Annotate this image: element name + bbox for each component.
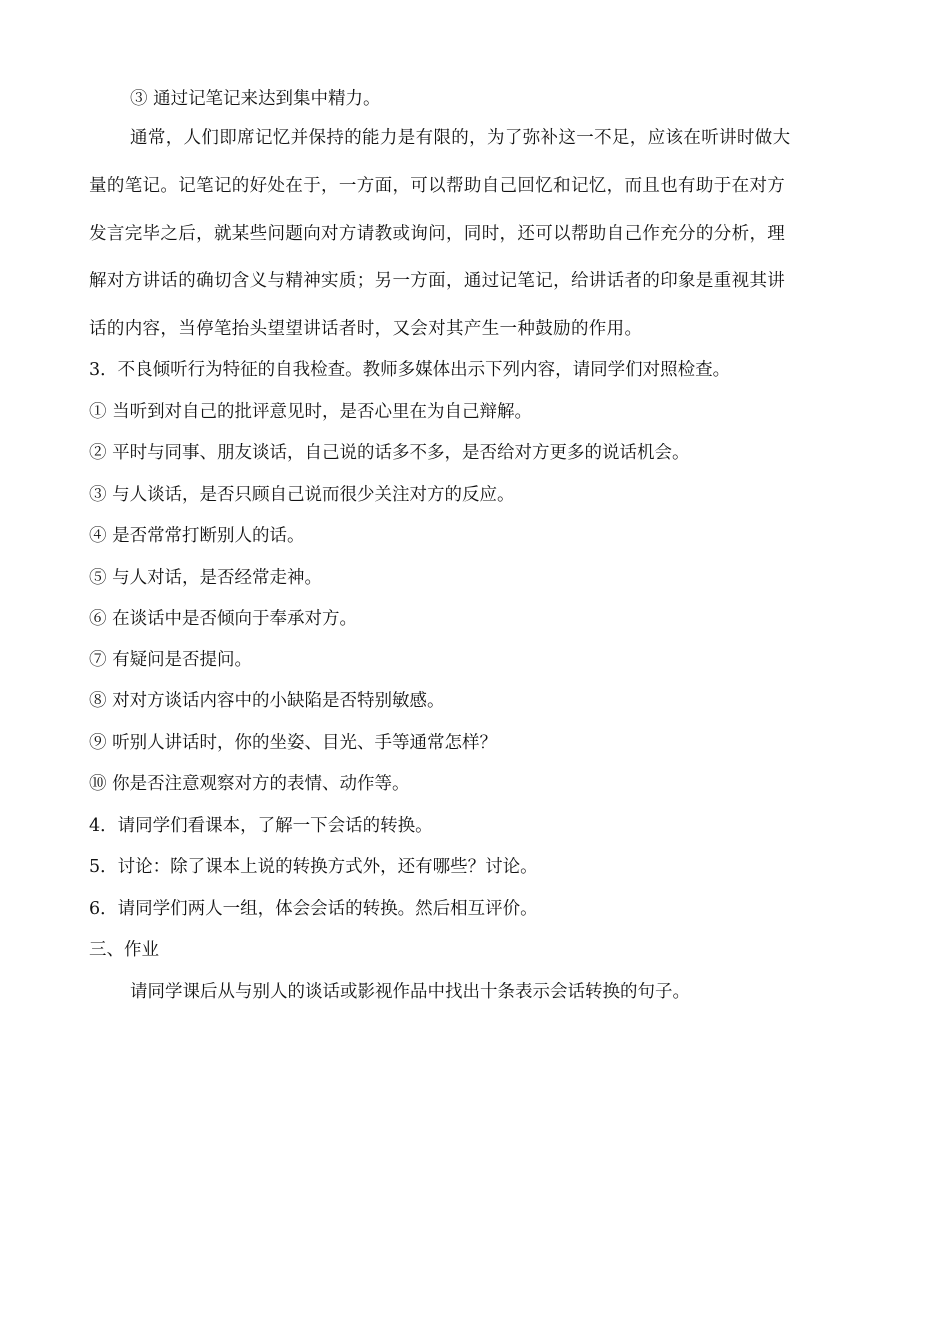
checklist-item-5: ⑤ 与人对话，是否经常走神。	[89, 568, 323, 588]
section-3-heading: 3．不良倾听行为特征的自我检查。教师多媒体出示下列内容，请同学们对照检查。	[89, 360, 731, 380]
checklist-item-7: ⑦ 有疑问是否提问。	[89, 650, 253, 670]
step-6: 6．请同学们两人一组，体会会话的转换。然后相互评价。	[89, 899, 538, 919]
checklist-item-1: ① 当听到对自己的批评意见时，是否心里在为自己辩解。	[89, 402, 533, 422]
homework-text: 请同学课后从与别人的谈话或影视作品中找出十条表示会话转换的句子。	[130, 982, 690, 1002]
paragraph-notes-line-5: 话的内容，当停笔抬头望望讲话者时，又会对其产生一种鼓励的作用。	[89, 319, 643, 339]
checklist-item-3: ③ 与人谈话，是否只顾自己说而很少关注对方的反应。	[89, 485, 515, 505]
checklist-item-9: ⑨ 听别人讲话时，你的坐姿、目光、手等通常怎样？	[89, 733, 498, 753]
paragraph-notes-line-4: 解对方讲话的确切含义与精神实质；另一方面，通过记笔记，给讲话者的印象是重视其讲	[89, 271, 786, 291]
paragraph-notes-line-1: 通常，人们即席记忆并保持的能力是有限的，为了弥补这一不足，应该在听讲时做大	[130, 128, 791, 148]
paragraph-item-3: ③ 通过记笔记来达到集中精力。	[130, 89, 381, 109]
checklist-item-6: ⑥ 在谈话中是否倾向于奉承对方。	[89, 609, 358, 629]
step-4: 4．请同学们看课本，了解一下会话的转换。	[89, 816, 433, 836]
checklist-item-10: ⑩ 你是否注意观察对方的表情、动作等。	[89, 774, 410, 794]
step-5: 5．讨论：除了课本上说的转换方式外，还有哪些？讨论。	[89, 857, 538, 877]
paragraph-notes-line-2: 量的笔记。记笔记的好处在于，一方面，可以帮助自己回忆和记忆，而且也有助于在对方	[89, 176, 786, 196]
paragraph-notes-line-3: 发言完毕之后，就某些问题向对方请教或询问，同时，还可以帮助自己作充分的分析，理	[89, 224, 786, 244]
homework-heading: 三、作业	[89, 940, 159, 960]
checklist-item-8: ⑧ 对对方谈话内容中的小缺陷是否特别敏感。	[89, 691, 445, 711]
checklist-item-4: ④ 是否常常打断别人的话。	[89, 526, 305, 546]
checklist-item-2: ② 平时与同事、朋友谈话，自己说的话多不多，是否给对方更多的说话机会。	[89, 443, 690, 463]
